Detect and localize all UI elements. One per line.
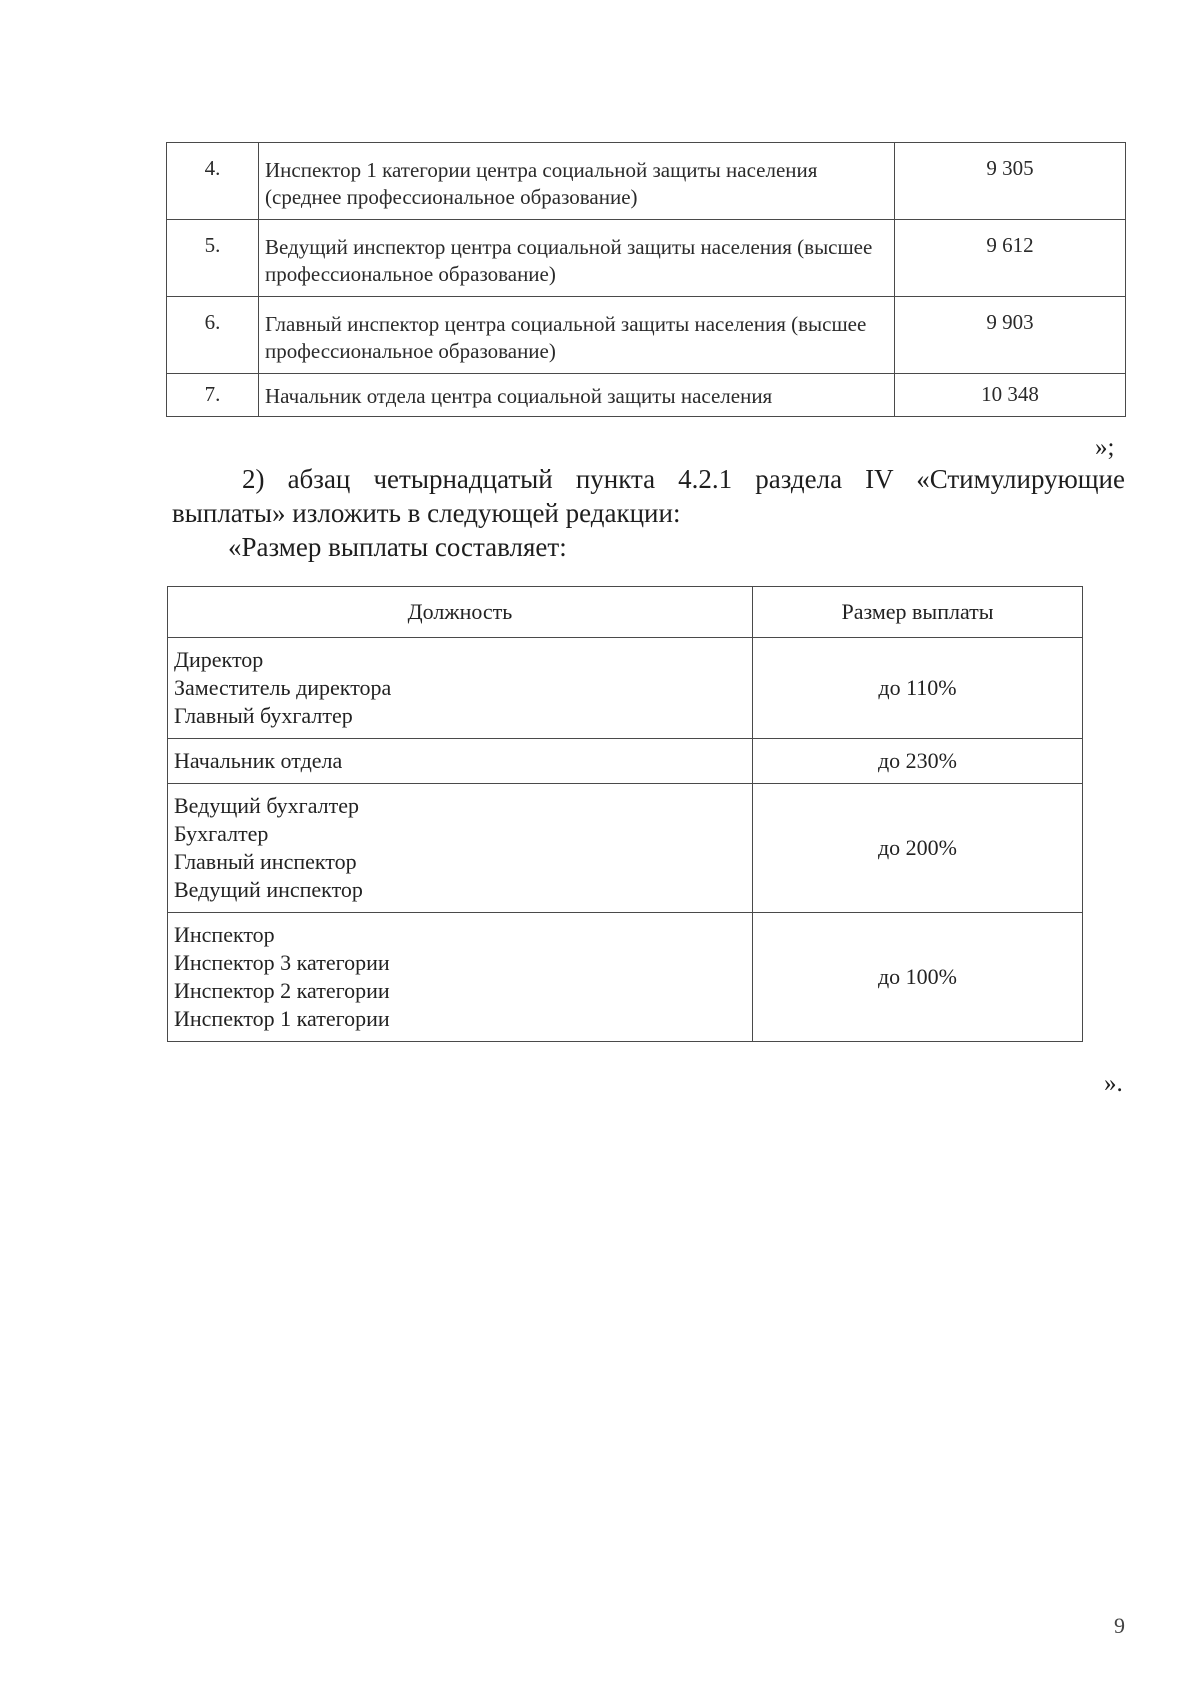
salary-amount: 10 348 — [895, 374, 1126, 417]
payment-cell: до 110% — [753, 638, 1083, 739]
position-line: Инспектор — [174, 922, 275, 947]
position-line: Директор — [174, 647, 264, 672]
salary-table — [166, 142, 1126, 417]
position-line: Ведущий инспектор — [174, 877, 363, 902]
position-line: Инспектор 2 категории — [174, 978, 390, 1003]
page-number: 9 — [1114, 1613, 1125, 1638]
row-number: 6. — [167, 297, 259, 374]
column-header-position: Должность — [168, 587, 753, 638]
position-line: Инспектор 1 категории — [174, 1006, 390, 1031]
position-line: Ведущий бухгалтер — [174, 793, 360, 818]
table-row — [168, 784, 1083, 913]
payment-cell: до 100% — [753, 913, 1083, 1042]
position-cell — [168, 739, 753, 784]
closing-quote: ». — [1104, 1070, 1123, 1097]
payment-cell: до 200% — [753, 784, 1083, 913]
table-row — [167, 143, 1126, 220]
row-number: 5. — [167, 220, 259, 297]
amendment-text: 2) абзац четырнадцатый пункта 4.2.1 раздела IV «Стимулирующие выплаты» изложить в следующей редакции: — [172, 464, 1125, 528]
position-line: Главный инспектор — [174, 849, 357, 874]
position-name: Ведущий инспектор центра социальной защиты населения (высшее профессиональное образование) — [259, 220, 895, 297]
position-name: Начальник отдела центра социальной защиты населения — [259, 374, 895, 417]
amendment-paragraph — [172, 462, 1125, 530]
table-row — [167, 374, 1126, 417]
row-number: 7. — [167, 374, 259, 417]
payments-table — [167, 586, 1083, 1042]
salary-amount: 9 903 — [895, 297, 1126, 374]
table-row — [168, 739, 1083, 784]
position-line: Заместитель директора — [174, 675, 392, 700]
lead-in-text: «Размер выплаты составляет: — [228, 532, 567, 562]
position-name: Инспектор 1 категории центра социальной защиты населения (среднее профессиональное образование) — [259, 143, 895, 220]
salary-amount: 9 305 — [895, 143, 1126, 220]
table-row — [167, 297, 1126, 374]
table-row — [168, 638, 1083, 739]
position-cell — [168, 784, 753, 913]
table-row — [168, 913, 1083, 1042]
position-name: Главный инспектор центра социальной защиты населения (высшее профессиональное образование) — [259, 297, 895, 374]
row-number: 4. — [167, 143, 259, 220]
position-line: Главный бухгалтер — [174, 703, 353, 728]
position-line: Начальник отдела — [174, 748, 343, 773]
table-header-row — [168, 587, 1083, 638]
position-line: Бухгалтер — [174, 821, 269, 846]
table-row — [167, 220, 1126, 297]
position-line: Инспектор 3 категории — [174, 950, 390, 975]
closing-quote: »; — [1095, 434, 1115, 461]
salary-amount: 9 612 — [895, 220, 1126, 297]
position-cell — [168, 913, 753, 1042]
column-header-payment: Размер выплаты — [753, 587, 1083, 638]
position-cell — [168, 638, 753, 739]
payment-cell: до 230% — [753, 739, 1083, 784]
